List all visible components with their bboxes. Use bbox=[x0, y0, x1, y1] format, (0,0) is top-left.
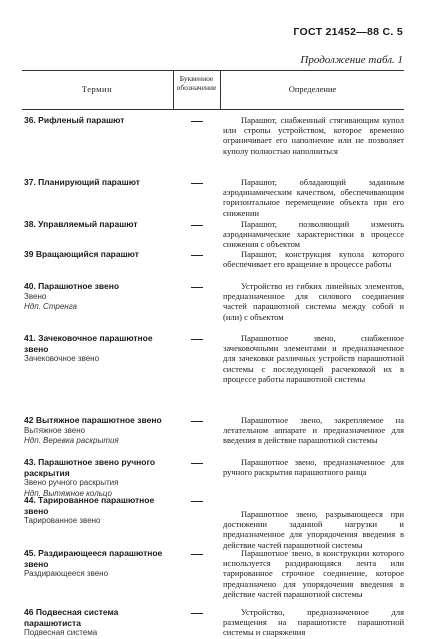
letter-designation-dash bbox=[191, 501, 203, 502]
term-cell bbox=[24, 249, 174, 260]
definition-cell: Парашютное звено, снабженное зачековочными элементами и предназначенное для зачековки различных устройств парашютной системы с последующей расчековкой их в процессе работы парашютной системы bbox=[223, 333, 404, 384]
term-synonym: Подвесная система bbox=[24, 628, 98, 637]
term-not-recommended: Ндп. Стренга bbox=[24, 302, 78, 311]
header-term: Термин bbox=[81, 84, 113, 94]
term-name: 38. Управляемый парашют bbox=[24, 219, 138, 229]
term-name: 45. Раздирающееся парашютное звено bbox=[24, 548, 163, 569]
term-name: 43. Парашютное звено ручного раскрытия bbox=[24, 457, 156, 478]
term-not-recommended: Ндп. Веревка раскрытия bbox=[24, 436, 119, 445]
definition-cell: Парашютное звено, в конструкции которого используется раздирающаяся лента или тарированное строчное соединение, которое предназначено для упорядочения введения в действие частей парашютной системы bbox=[223, 548, 404, 599]
definition-cell: Парашют, снабженный стягивающим купол или стропы устройством, которое временно ограничивает его наполнение или не позволяет куполу полностью наполниться bbox=[223, 115, 404, 156]
letter-designation-dash bbox=[191, 339, 203, 340]
term-synonym: Звено ручного раскрытия bbox=[24, 478, 119, 487]
definition-cell: Парашют, конструкция купола которого обеспечивает его вращение в процессе работы bbox=[223, 249, 404, 270]
term-cell bbox=[24, 495, 174, 527]
term-cell bbox=[24, 457, 174, 499]
term-synonym: Раздирающееся звено bbox=[24, 569, 109, 578]
letter-designation-dash bbox=[191, 121, 203, 122]
letter-designation-dash bbox=[191, 287, 203, 288]
term-cell bbox=[24, 607, 174, 639]
term-synonym: Звено bbox=[24, 291, 47, 301]
header-letter-designation: Буквенное обозначение bbox=[176, 74, 217, 92]
term-synonym: Вытяжное звено bbox=[24, 425, 86, 435]
terms-table bbox=[22, 70, 404, 638]
definition-cell: Парашют, обладающий заданным аэродинамическим качеством, обеспечивающим горизонтальное перемещение объекта при его снижении bbox=[223, 177, 404, 218]
term-synonym: Тарированное звено bbox=[24, 516, 101, 525]
header-definition: Определение bbox=[288, 84, 337, 94]
definition-cell: Устройство, предназначенное для размещения на парашютисте парашютной системы и снаряжения bbox=[223, 607, 404, 638]
letter-designation-dash bbox=[191, 255, 203, 256]
letter-designation-dash bbox=[191, 225, 203, 226]
term-name: 40. Парашютное звено bbox=[24, 281, 120, 291]
definition-cell: Парашютное звено, предназначенное для ручного раскрытия парашютного ранца bbox=[223, 457, 404, 478]
term-cell bbox=[24, 219, 174, 230]
term-name: 41. Зачековочное парашютное звено bbox=[24, 333, 153, 354]
definition-cell: Устройство из гибких линейных элементов, предназначенное для силового соединения частей парашютной системы между собой и (или) с объектом bbox=[223, 281, 404, 322]
term-name: 36. Рифленый парашют bbox=[24, 115, 125, 125]
table-continuation-caption: Продолжение табл. 1 bbox=[300, 54, 403, 66]
term-cell bbox=[24, 115, 174, 126]
term-cell bbox=[24, 281, 174, 313]
letter-designation-dash bbox=[191, 554, 203, 555]
definition-cell: Парашют, позволяющий изменять аэродинамические характеристики в процессе снижения с объектом bbox=[223, 219, 404, 250]
term-cell bbox=[24, 415, 174, 447]
term-cell bbox=[24, 177, 174, 188]
term-name: 42 Вытяжное парашютное звено bbox=[24, 415, 162, 425]
table-header bbox=[22, 71, 404, 110]
term-name: 39 Вращающийся парашют bbox=[24, 249, 139, 259]
definition-cell: Парашютное звено, закрепляемое на летательном аппарате и предназначенное для введения в действие парашютной системы bbox=[223, 415, 404, 446]
term-synonym: Зачековочное звено bbox=[24, 354, 100, 363]
letter-designation-dash bbox=[191, 183, 203, 184]
letter-designation-dash bbox=[191, 421, 203, 422]
term-name: 46 Подвесная система парашютиста bbox=[24, 607, 119, 628]
document-reference: ГОСТ 21452—88 С. 5 bbox=[293, 26, 403, 38]
term-cell bbox=[24, 333, 174, 365]
term-cell bbox=[24, 548, 174, 580]
term-not-recommended: Ндп. Вытяжное кольцо bbox=[24, 488, 112, 498]
definition-cell: Парашютное звено, разрывающееся при достижении заданной нагрузки и предназначенное для упорядочения введения в действие частей парашютной системы bbox=[223, 509, 404, 550]
letter-designation-dash bbox=[191, 613, 203, 614]
letter-designation-dash bbox=[191, 463, 203, 464]
term-name: 37. Планирующий парашют bbox=[24, 177, 140, 187]
term-name: 44. Тарированное парашютное звено bbox=[24, 495, 155, 516]
